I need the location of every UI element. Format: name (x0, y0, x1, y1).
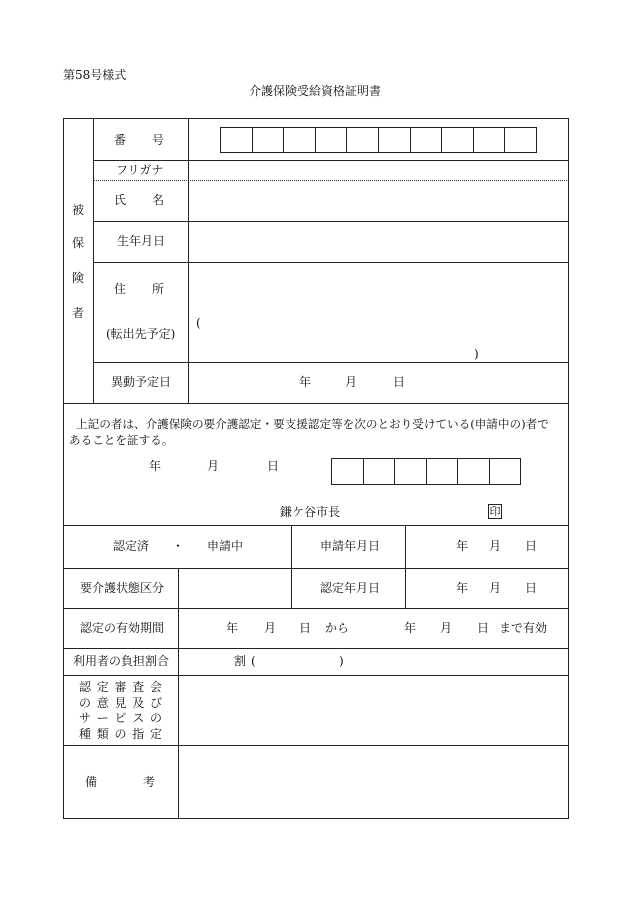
row-divider (93, 262, 569, 263)
certification-statement-line-1: 上記の者は、介護保険の要介護認定・要支援認定等を次のとおり受けている(申請中の)者で (76, 417, 549, 431)
row-divider (63, 403, 569, 404)
certified-date-year-unit: 年 (456, 581, 469, 595)
code-box (395, 459, 427, 484)
insured-section-label-char: 保 (72, 236, 85, 250)
transfer-date-label: 異動予定日 (111, 375, 172, 389)
certification-date-year-unit: 年 (149, 459, 162, 473)
row-divider (63, 525, 569, 526)
review-label-char: の (114, 727, 127, 741)
name-label-char: 氏 (114, 193, 127, 207)
table-bottom-border (63, 818, 569, 819)
code-box (490, 459, 521, 484)
row-divider (93, 362, 569, 363)
row-divider (63, 608, 569, 609)
column-divider (178, 568, 179, 818)
number-digit-box (411, 128, 443, 152)
furigana-dotted-divider (93, 180, 569, 181)
review-label-char: ス (132, 711, 145, 725)
seal-mark: 印 (489, 505, 501, 518)
address-label (114, 282, 164, 296)
transfer-address-label: (転出先予定) (106, 327, 176, 341)
form-number: 第58号様式 (63, 68, 127, 82)
number-digit-box (253, 128, 285, 152)
number-label (114, 133, 164, 147)
furigana-label: フリガナ (116, 163, 164, 177)
review-label-char: 会 (149, 680, 162, 694)
table-left-border (63, 118, 64, 819)
certification-code-boxes (331, 458, 521, 485)
row-divider (63, 568, 569, 569)
certification-statement-line-2: あることを証する。 (69, 433, 174, 447)
status-certified: 認定済 (113, 539, 150, 553)
validity-start-day-unit: 日 (299, 621, 312, 635)
status-separator: ・ (172, 539, 185, 553)
number-digit-box (316, 128, 348, 152)
validity-start-month-unit: 月 (264, 621, 277, 635)
burden-ratio-unit: 割 (234, 654, 247, 668)
review-label-line-3 (79, 711, 162, 725)
remarks-label (85, 775, 155, 789)
remarks-label-char: 考 (142, 775, 155, 789)
validity-end-month-unit: 月 (440, 621, 453, 635)
review-label-line-2 (79, 696, 162, 710)
validity-start-year-unit: 年 (226, 621, 239, 635)
insured-number-boxes (220, 127, 537, 153)
transfer-date-month-unit: 月 (345, 375, 358, 389)
number-digit-box (284, 128, 316, 152)
review-label-char: 見 (114, 696, 127, 710)
review-label-char: 及 (132, 696, 145, 710)
column-divider (291, 525, 292, 608)
review-label-char: 定 (149, 727, 162, 741)
application-date-year-unit: 年 (456, 539, 469, 553)
row-divider (63, 745, 569, 746)
insured-section-label-char: 者 (72, 306, 85, 320)
code-box (332, 459, 364, 484)
review-label-char: 類 (96, 727, 109, 741)
review-label-char: 種 (79, 727, 92, 741)
review-label-char: 定 (96, 680, 109, 694)
review-label-line-4 (79, 727, 162, 741)
review-label-char: ー (96, 711, 109, 725)
number-digit-box (505, 128, 536, 152)
transfer-address-open-paren: ( (196, 316, 201, 330)
row-divider (93, 160, 569, 161)
address-label-char: 住 (114, 282, 127, 296)
validity-end-day-unit: 日 (477, 621, 490, 635)
burden-ratio-open-paren: ( (251, 654, 256, 668)
burden-ratio-label: 利用者の負担割合 (73, 654, 170, 668)
transfer-date-day-unit: 日 (393, 375, 406, 389)
burden-ratio-close-paren: ) (339, 654, 344, 668)
review-label-char: の (79, 696, 92, 710)
row-divider (63, 675, 569, 676)
name-label-char: 名 (151, 193, 164, 207)
validity-start-suffix: から (325, 621, 350, 635)
row-divider (93, 221, 569, 222)
application-date-day-unit: 日 (525, 539, 538, 553)
validity-end-suffix: まで有効 (499, 621, 548, 635)
name-label (114, 193, 164, 207)
number-digit-box (347, 128, 379, 152)
table-top-border (63, 118, 569, 119)
review-label-char: ビ (114, 711, 127, 725)
insured-section-label-char: 被 (72, 203, 85, 217)
application-date-month-unit: 月 (489, 539, 502, 553)
certification-date-day-unit: 日 (267, 459, 280, 473)
certification-date-label: 認定年月日 (320, 581, 381, 595)
number-digit-box (379, 128, 411, 152)
status-applying: 申請中 (207, 539, 244, 553)
table-right-border (568, 118, 569, 819)
certified-date-day-unit: 日 (525, 581, 538, 595)
column-divider (188, 118, 189, 403)
column-divider (405, 525, 406, 608)
number-digit-box (221, 128, 253, 152)
review-label-char: 審 (114, 680, 127, 694)
code-box (427, 459, 459, 484)
review-label-char: 認 (79, 680, 92, 694)
document-title: 介護保険受給資格証明書 (248, 84, 381, 98)
issuer-name: 鎌ケ谷市長 (280, 505, 341, 519)
review-label-line-1 (79, 680, 162, 694)
number-digit-box (474, 128, 506, 152)
review-label-char: の (149, 711, 162, 725)
certification-date-month-unit: 月 (207, 459, 220, 473)
code-box (458, 459, 490, 484)
column-divider (93, 118, 94, 403)
review-label-char: 指 (132, 727, 145, 741)
validity-end-year-unit: 年 (404, 621, 417, 635)
remarks-label-char: 備 (85, 775, 98, 789)
number-label-char: 番 (114, 133, 127, 147)
review-label-char: び (149, 696, 162, 710)
address-label-char: 所 (151, 282, 164, 296)
birth-date-label: 生年月日 (117, 234, 166, 248)
certified-date-month-unit: 月 (489, 581, 502, 595)
review-label-char: 査 (132, 680, 145, 694)
validity-period-label: 認定の有効期間 (80, 621, 165, 635)
application-date-label: 申請年月日 (320, 539, 381, 553)
number-digit-box (442, 128, 474, 152)
insured-section-label-char: 険 (72, 271, 85, 285)
row-divider (63, 648, 569, 649)
review-label-char: サ (79, 711, 92, 725)
number-label-char: 号 (151, 133, 164, 147)
review-label-char: 意 (96, 696, 109, 710)
transfer-date-year-unit: 年 (299, 375, 312, 389)
code-box (364, 459, 396, 484)
transfer-address-close-paren: ) (474, 347, 479, 361)
care-level-label: 要介護状態区分 (80, 581, 165, 595)
